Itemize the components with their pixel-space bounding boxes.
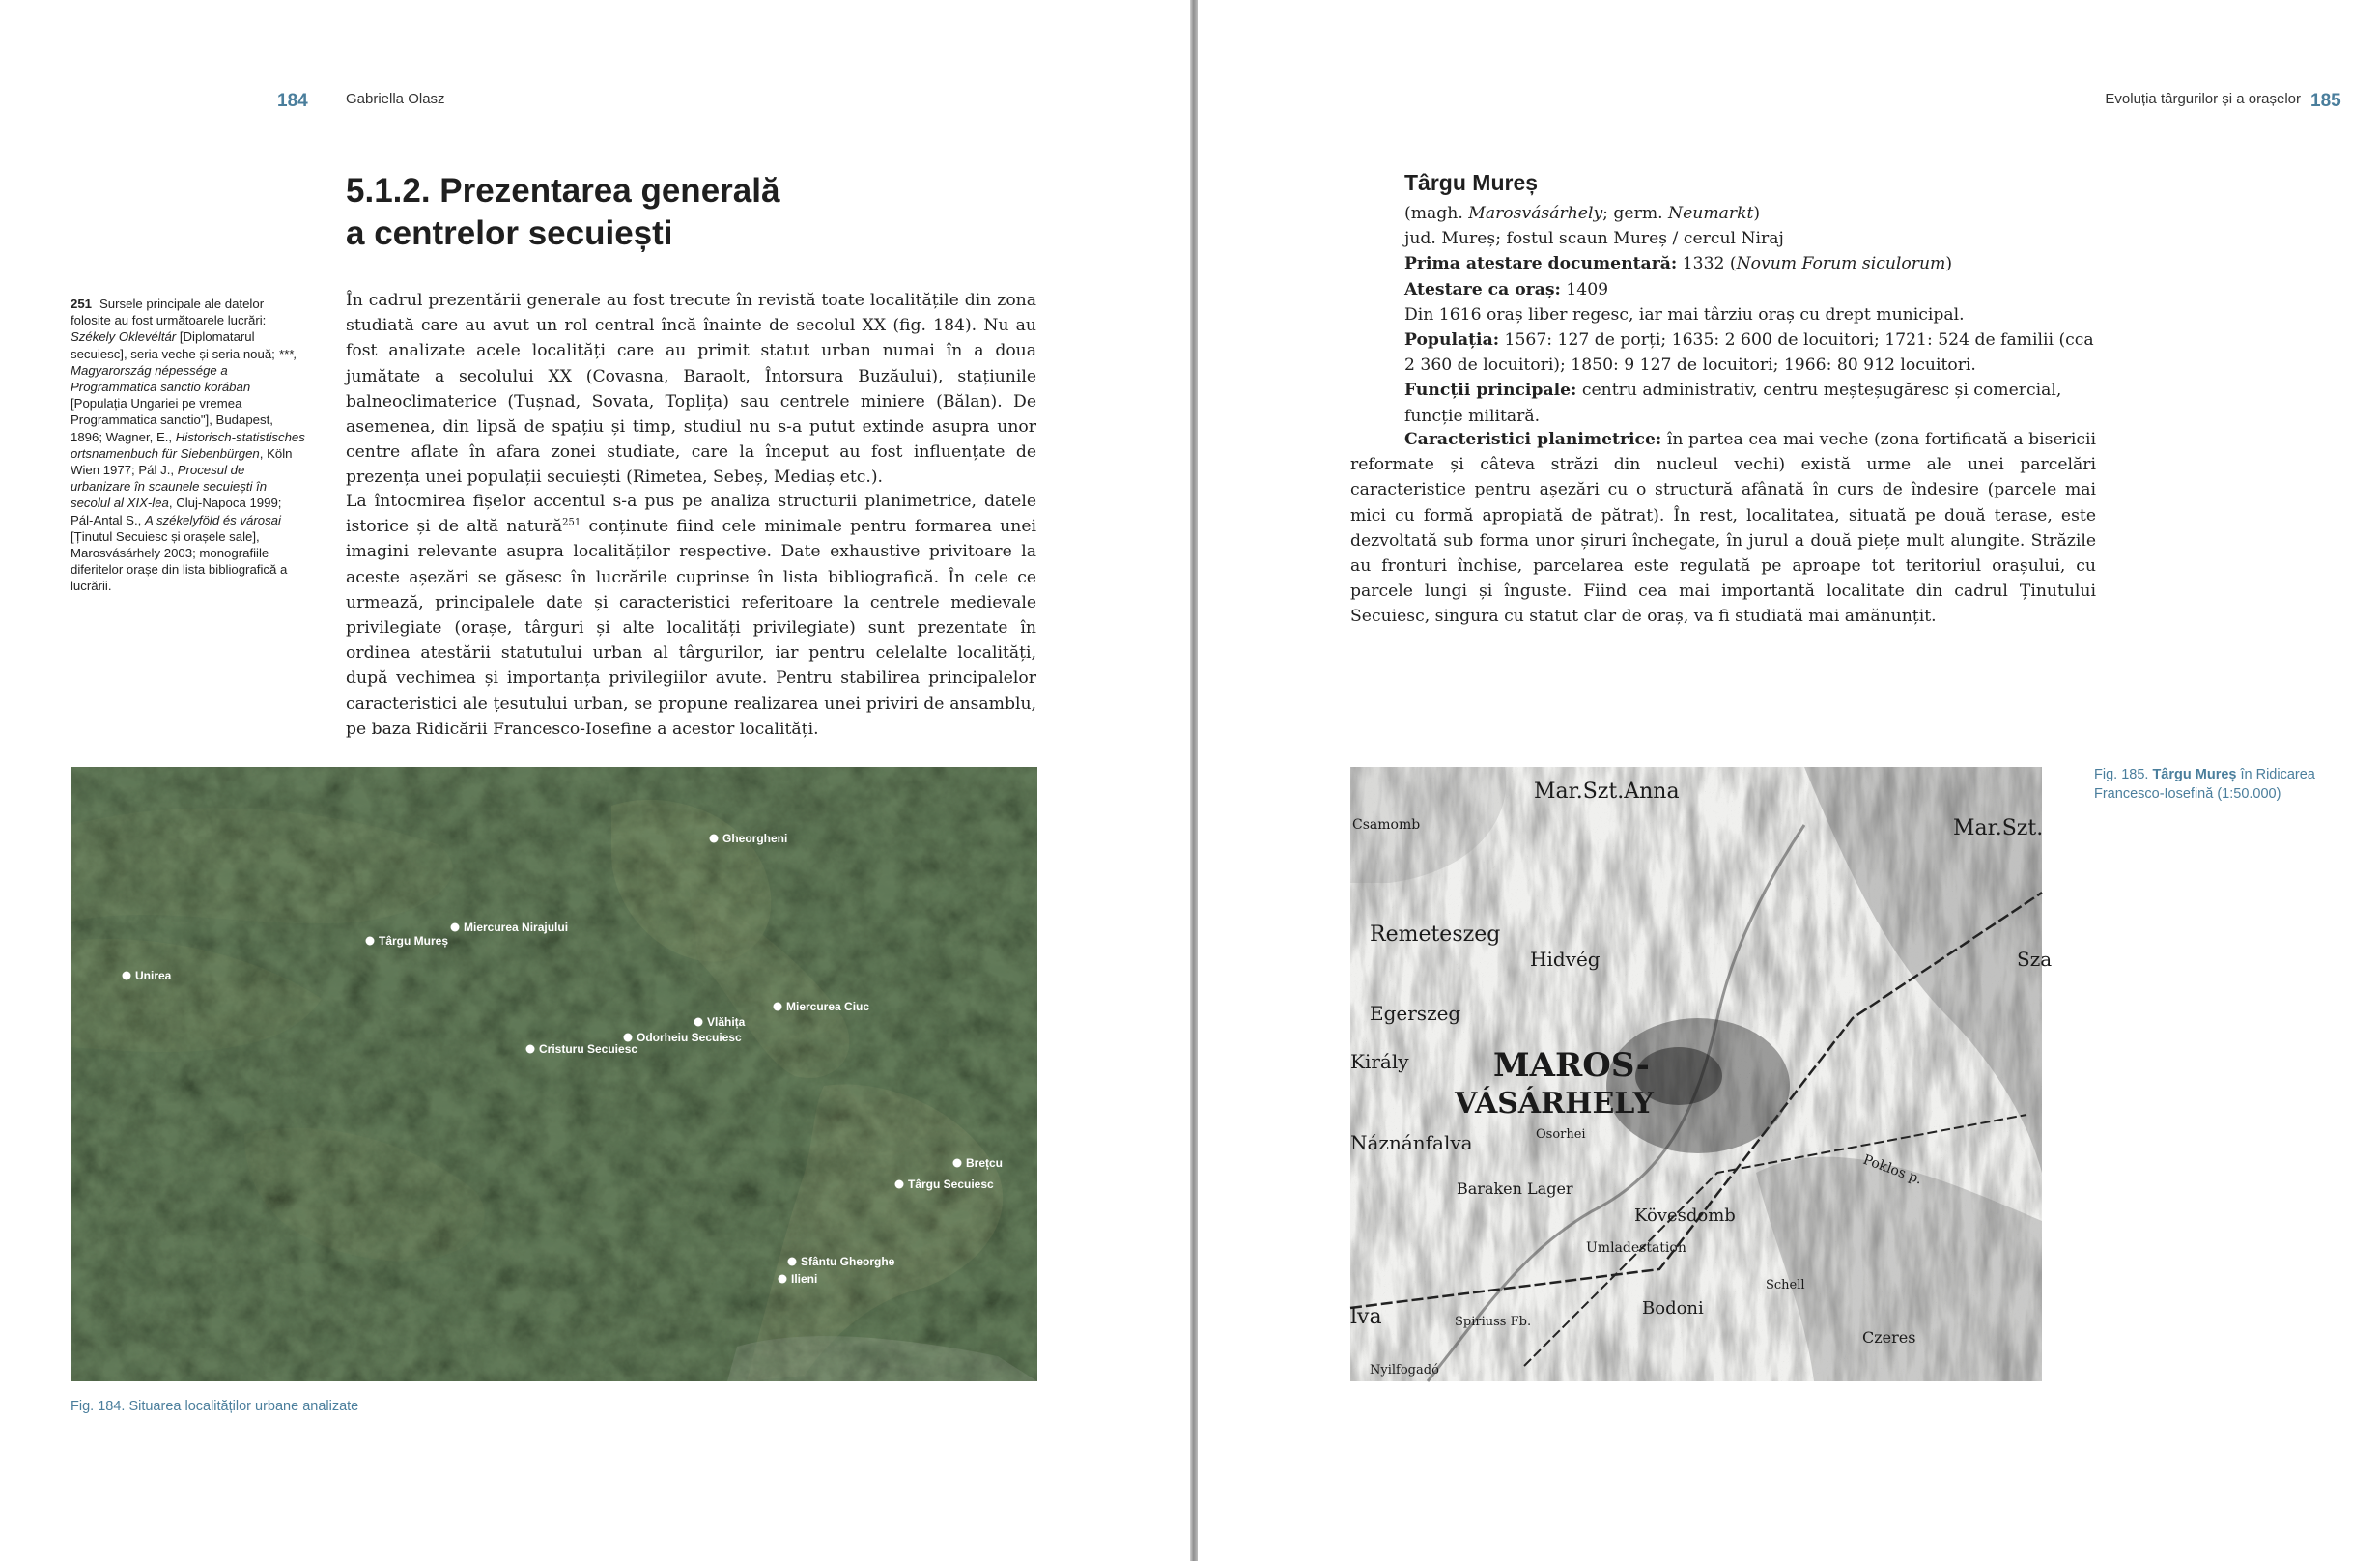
old-map-label: Király — [1350, 1050, 1409, 1073]
map-place-dot — [123, 972, 131, 980]
map-place-dot — [526, 1045, 535, 1054]
map-place-dot — [366, 937, 375, 946]
map-place-10 — [895, 1178, 995, 1191]
map-place-label: Târgu Mureș — [379, 934, 449, 948]
footnote-text: [Populația Ungariei pe vremea Programmatica sanctio"], Budapest, 1896; Wagner, E., — [71, 396, 273, 444]
old-map-label: MAROS- — [1493, 1046, 1650, 1085]
old-map-label: Osorhei — [1536, 1127, 1586, 1142]
old-map-label: Poklos p. — [1860, 1151, 1924, 1188]
map-place-7 — [624, 1031, 743, 1044]
map-place-label: Vlăhița — [707, 1015, 746, 1029]
book-spine — [1190, 0, 1198, 1561]
map-place-8 — [526, 1042, 638, 1056]
footnote-italic: ***, Magyarország népessége a Programmatica sanctio korában — [71, 346, 298, 395]
old-map-label: Schell — [1766, 1278, 1805, 1292]
right-page — [1198, 0, 2380, 1561]
plan-characteristics: Caracteristici planimetrice: în partea cea mai veche (zona fortificată a bisericii reformate și câteva străzi din nucleul vechi) există urme ale unei parcelări caracteristice pentru așezări cu o structură afânată în curs de îndesire (parcele mai mici cu formă apropiată de pătrat). În rest, localitatea, situată pe două terase, este dezvoltată sub forma unor șiruri închegate, în jurul a două piețe mult alungite. Străzile au fronturi închise, parcelarea este regulată pe aproape tot teritoriul orașului, cu parcele lungi și înguste. Fiind cea mai importantă localitate din cadrul Ținutului Secuiesc, singura cu statut clar de oraș, va fi studiată mai amănunțit. — [1350, 430, 2097, 627]
paragraph-2-text: conținute fiind cele minimale pentru formarea unei imagini relevante asupra localităților respective. Date exhaustive privitoare la aceste așezări se găsesc în lucrările cuprinse în lista bibliografică. În cele ce urmează, principalele date și caracteristici referitoare la centrele medievale privilegiate (orașe, târguri și alte localități privilegiate) sunt prezentate în ordinea atestării statutului urban al târgurilor, iar pentru celelalte localități, după vechimea și importanța privilegiilor avute. Pentru stabilirea principalelor caracteristici ale țesutului urban, se propune realizarea unei priviri de ansamblu, pe baza Ridicării Francesco-Iosefine a acestor localități. — [346, 517, 1036, 739]
satellite-map-figure — [71, 767, 1037, 1381]
map-place-dot — [451, 923, 460, 932]
old-map-label: Bodoni — [1642, 1298, 1704, 1319]
footnote-ref-251[interactable]: 251 — [562, 517, 581, 528]
town-status: Atestare ca oraș: 1409 — [1404, 279, 1609, 299]
old-map-label: Náznánfalva — [1350, 1131, 1473, 1154]
map-place-2 — [451, 921, 569, 934]
map-place-label: Sfântu Gheorghe — [801, 1255, 895, 1268]
map-place-dot — [710, 835, 719, 843]
old-map-label: Remeteszeg — [1370, 922, 1501, 947]
map-place-label: Odorheiu Secuiesc — [637, 1031, 742, 1044]
map-place-label: Unirea — [135, 969, 172, 982]
map-place-11 — [788, 1255, 895, 1268]
page-number-right: 185 — [2310, 91, 2341, 111]
historic-map-figure — [1350, 767, 2053, 1381]
old-map-label: Mar.Szt.Anna — [1534, 780, 1680, 804]
footnote-text: , Cluj-Napoca 1999; Pál-Antal S., — [71, 496, 282, 527]
section-title-line-1: 5.1.2. Prezentarea generală — [346, 172, 780, 210]
running-head-left: Gabriella Olasz — [346, 91, 445, 107]
body-paragraph-1: În cadrul prezentării generale au fost trecute în revistă toate localitățile din zona studiată care au avut un rol central încă înainte de secolul XX (fig. 184). Nu au fost analizate acele localități care au primit statut urban numai în a doua jumătate a secolului XX (Covasna, Baraolt, Întorsura Buzăului), stațiunile balneoclimaterice (Tușnad, Sovata, Toplița) sau centrele miniere (Bălan). De asemenea, din lipsă de spațiu și timp, studiul nu s-a putut extinde asupra unor centre aflate în afara zonei studiate, care la început au fost influențate de prezența unei populații secuiești (Rimetea, Sebeș, Mediaș etc.). — [346, 291, 1036, 488]
map-place-label: Brețcu — [966, 1156, 1004, 1170]
first-documented: Prima atestare documentară: 1332 (Novum Forum siculorum) — [1404, 254, 1953, 274]
map-place-dot — [953, 1159, 962, 1168]
old-map-label: Kövesdomb — [1634, 1206, 1736, 1226]
paragraph-2-text: La întocmirea fișelor accentul s-a pus pe analiza structurii planimetrice, datele istorice și de altă natură — [346, 492, 1036, 537]
county: jud. Mureș; fostul scaun Mureș / cercul Niraj — [1404, 229, 1784, 249]
old-map-label: Baraken Lager — [1457, 1179, 1573, 1198]
map-place-label: Gheorgheni — [722, 832, 788, 845]
footnote-text: Sursele principale ale datelor folosite au fost următoarele lucrări: — [71, 297, 267, 328]
footnote-text: , Köln Wien 1977; Pál J., — [71, 445, 293, 478]
fig-185-caption: Fig. 185. Târgu Mureș în Ridicarea Francesco-Iosefină (1:50.000) — [2094, 767, 2315, 802]
old-map-label: Nyilfogadó — [1370, 1363, 1439, 1377]
map-place-label: Miercurea Ciuc — [786, 1000, 870, 1013]
footnote-italic: Székely Oklevéltár — [71, 329, 177, 345]
old-map-label: Csamomb — [1352, 817, 1421, 833]
footnote-251 — [71, 296, 307, 595]
footnote-text: [Ținutul Secuiesc și orașele sale], Marosvásárhely 2003; monografiile diferitelor orașe din lista bibliografică a lucrării. — [71, 528, 288, 594]
map-place-3 — [366, 934, 449, 948]
map-place-dot — [774, 1003, 782, 1011]
footnote-number: 251 — [71, 297, 93, 311]
map-place-label: Cristuru Secuiesc — [539, 1042, 638, 1056]
population: Populația: 1567: 127 de porți; 1635: 2 600 de locuitori; 1721: 524 de familii (cca 2 360 de locuitori); 1850: 9 127 de locuitori; 1966: 80 912 locuitori. — [1404, 330, 2094, 376]
body-paragraph-2 — [346, 489, 1036, 742]
section-title — [346, 170, 1022, 255]
map-place-dot — [895, 1180, 904, 1189]
old-map-label: VÁSÁRHELY — [1455, 1087, 1654, 1121]
city-facts — [1404, 201, 2096, 429]
old-map-label: Umladestation — [1586, 1240, 1686, 1256]
city-title: Târgu Mureș — [1404, 170, 1539, 195]
running-head-right: Evoluția târgurilor și a orașelor — [2105, 91, 2301, 107]
fig-184-caption: Fig. 184. Situarea localităților urbane analizate — [71, 1399, 359, 1414]
map-place-dot — [694, 1018, 703, 1027]
old-map-label: Mar.Szt. — [1953, 816, 2044, 840]
map-place-label: Miercurea Nirajului — [464, 921, 569, 934]
map-place-label: Târgu Secuiesc — [908, 1178, 994, 1191]
map-place-label: Ilieni — [791, 1272, 818, 1286]
free-town: Din 1616 oraș liber regesc, iar mai târziu oraș cu drept municipal. — [1404, 304, 1965, 325]
section-title-line-2: a centrelor secuiești — [346, 214, 673, 252]
footnote-italic: Procesul de urbanizare în scaunele secuiești în secolul al XIX-lea — [71, 463, 268, 511]
map-place-dot — [624, 1034, 633, 1042]
footnote-text: [Diplomatarul secuiesc], seria veche și seria nouă; — [71, 329, 279, 361]
footnote-italic: A székelyföld és városai — [144, 512, 281, 527]
old-map-label: Egerszeg — [1370, 1002, 1461, 1025]
alt-names: (magh. Marosvásárhely; germ. Neumarkt) — [1404, 204, 1761, 223]
main-functions: Funcții principale: centru administrativ, centru meșteșugăresc și comercial, funcție militară. — [1404, 381, 2062, 426]
old-map-label: Hidvég — [1530, 948, 1601, 971]
map-place-5 — [774, 1000, 870, 1013]
old-map-label: lva — [1350, 1305, 1382, 1329]
old-map-label: Czeres — [1862, 1328, 1916, 1347]
old-map-label: Sza — [2017, 948, 2053, 971]
old-map-label: Spiriuss Fb. — [1455, 1315, 1532, 1329]
footnote-italic: Historisch-statistisches ortsnamenbuch für Siebenbürgen — [71, 429, 305, 461]
page-number-left: 184 — [277, 91, 308, 111]
map-place-dot — [788, 1258, 797, 1266]
map-place-dot — [779, 1275, 787, 1284]
